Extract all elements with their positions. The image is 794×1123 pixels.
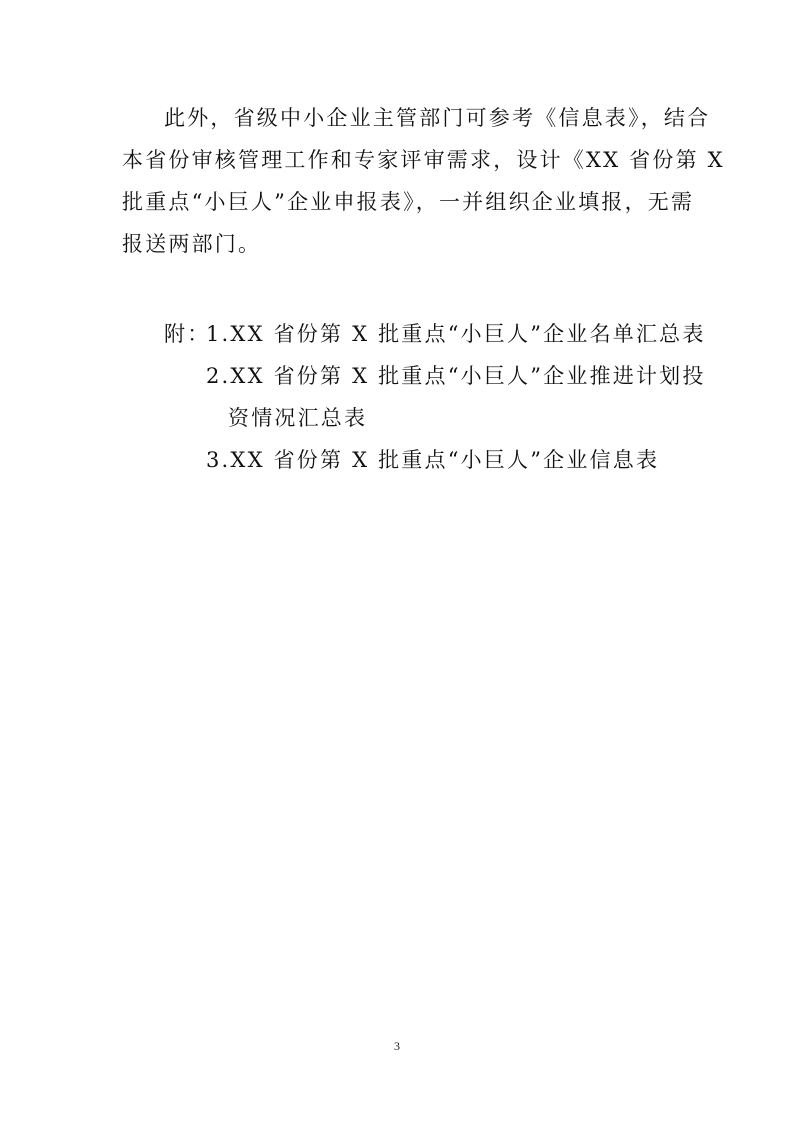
- attachment-item-1: 1.XX 省份第 X 批重点“小巨人”企业名单汇总表: [206, 322, 706, 346]
- paragraph-line-4: 报送两部门。: [122, 232, 262, 256]
- paragraph-line-1: 此外，省级中小企业主管部门可参考《信息表》，结合: [164, 106, 711, 130]
- paragraph-line-2: 本省份审核管理工作和专家评审需求，设计《XX 省份第 X: [122, 148, 725, 172]
- attachment-item-2: 2.XX 省份第 X 批重点“小巨人”企业推进计划投: [206, 364, 706, 388]
- attachment-item-3: 3.XX 省份第 X 批重点“小巨人”企业信息表: [206, 448, 660, 472]
- attachments-label: 附：: [164, 322, 211, 346]
- paragraph-line-3: 批重点“小巨人”企业申报表》，一并组织企业填报，无需: [122, 190, 695, 214]
- attachment-item-2-continuation: 资情况汇总表: [228, 406, 368, 430]
- page-number: 3: [394, 1039, 400, 1053]
